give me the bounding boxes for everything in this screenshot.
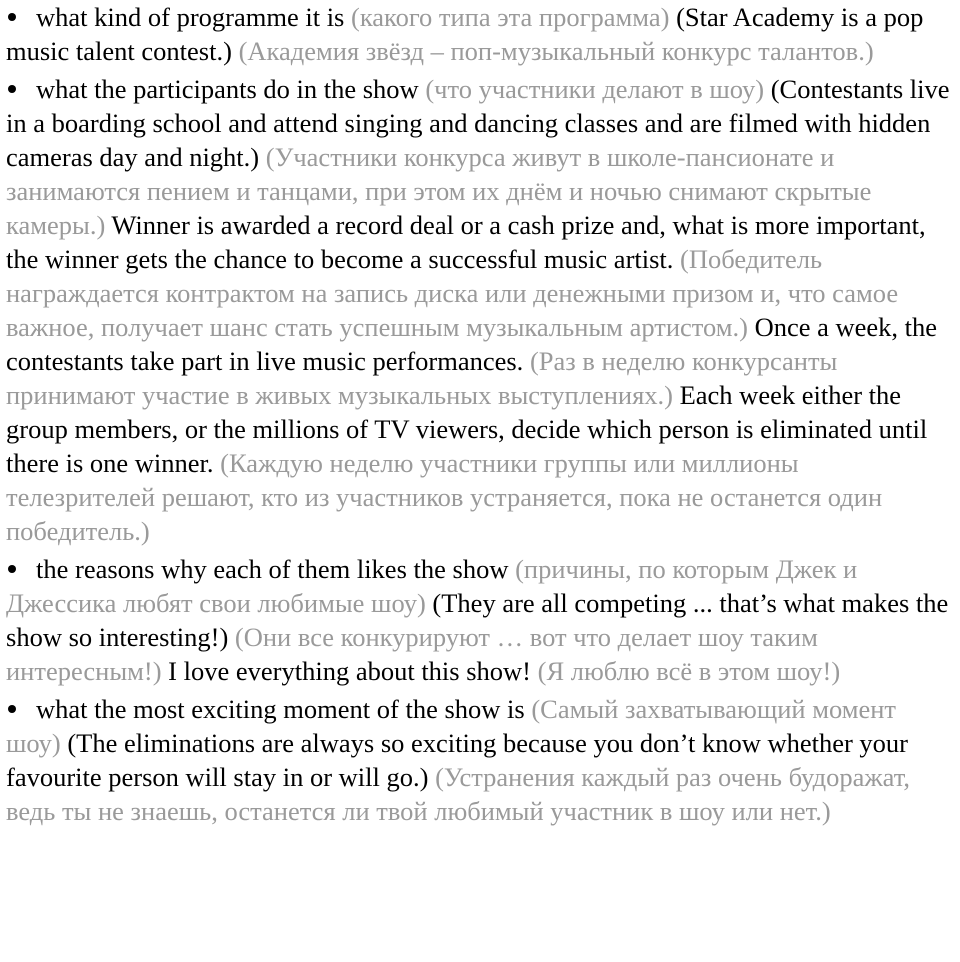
english-text: (Star Academy is a pop music talent contest.) [6,2,924,66]
russian-translation: (Каждую неделю участники группы или миллионы телезрителей решают, кто из участников устраняется, пока не останется один победитель.) [6,448,883,546]
english-text: what kind of programme it is [36,2,351,32]
bullet-icon [6,692,36,726]
english-text: (They are all competing ... that’s what makes the show so interesting!) [6,588,949,652]
english-text: Each week either the group members, or the millions of TV viewers, decide which person is eliminated until there is one winner. [6,380,928,478]
list-item [6,692,952,828]
list-item [6,0,952,68]
english-text: (The eliminations are always so exciting because you don’t know whether your favourite person will stay in or will go.) [6,728,909,792]
russian-translation: (Раз в неделю конкурсанты принимают участие в живых музыкальных выступлениях.) [6,346,838,410]
english-text: what the participants do in the show [36,74,426,104]
bullet-icon [6,552,36,586]
russian-translation: (Устранения каждый раз очень будоражат, ведь ты не знаешь, останется ли твой любимый участник в шоу или нет.) [6,762,910,826]
list-item [6,72,952,548]
russian-translation: (Самый захватывающий момент шоу) [6,694,897,758]
russian-translation: (Участники конкурса живут в школе-пансионате и занимаются пением и танцами, при этом их днём и ночью снимают скрытые камеры.) [6,142,872,240]
english-text: what the most exciting moment of the show is [36,694,532,724]
english-text: Once a week, the contestants take part in live music performances. [6,312,938,376]
list-item [6,552,952,688]
english-text: Winner is awarded a record deal or a cash prize and, what is more important, the winner gets the chance to become a successful music artist. [6,210,926,274]
english-text: I love everything about this show! [168,656,538,686]
russian-translation: (Они все конкурируют … вот что делает шоу таким интересным!) [6,622,818,686]
russian-translation: (что участники делают в шоу) [425,74,771,104]
english-text: (Contestants live in a boarding school and attend singing and dancing classes and are filmed with hidden cameras day and night.) [6,74,950,172]
english-text: the reasons why each of them likes the show [36,554,516,584]
russian-translation: (какого типа эта программа) [351,2,677,32]
russian-translation: (Я люблю всё в этом шоу!) [537,656,841,686]
russian-translation: (причины, по которым Джек и Джессика любят свои любимые шоу) [6,554,858,618]
russian-translation: (Победитель награждается контрактом на запись диска или денежными призом и, что самое важное, получает шанс стать успешным музыкальным артистом.) [6,244,899,342]
bullet-icon [6,0,36,34]
bullet-icon [6,72,36,106]
russian-translation: (Академия звёзд – поп-музыкальный конкурс талантов.) [238,36,874,66]
